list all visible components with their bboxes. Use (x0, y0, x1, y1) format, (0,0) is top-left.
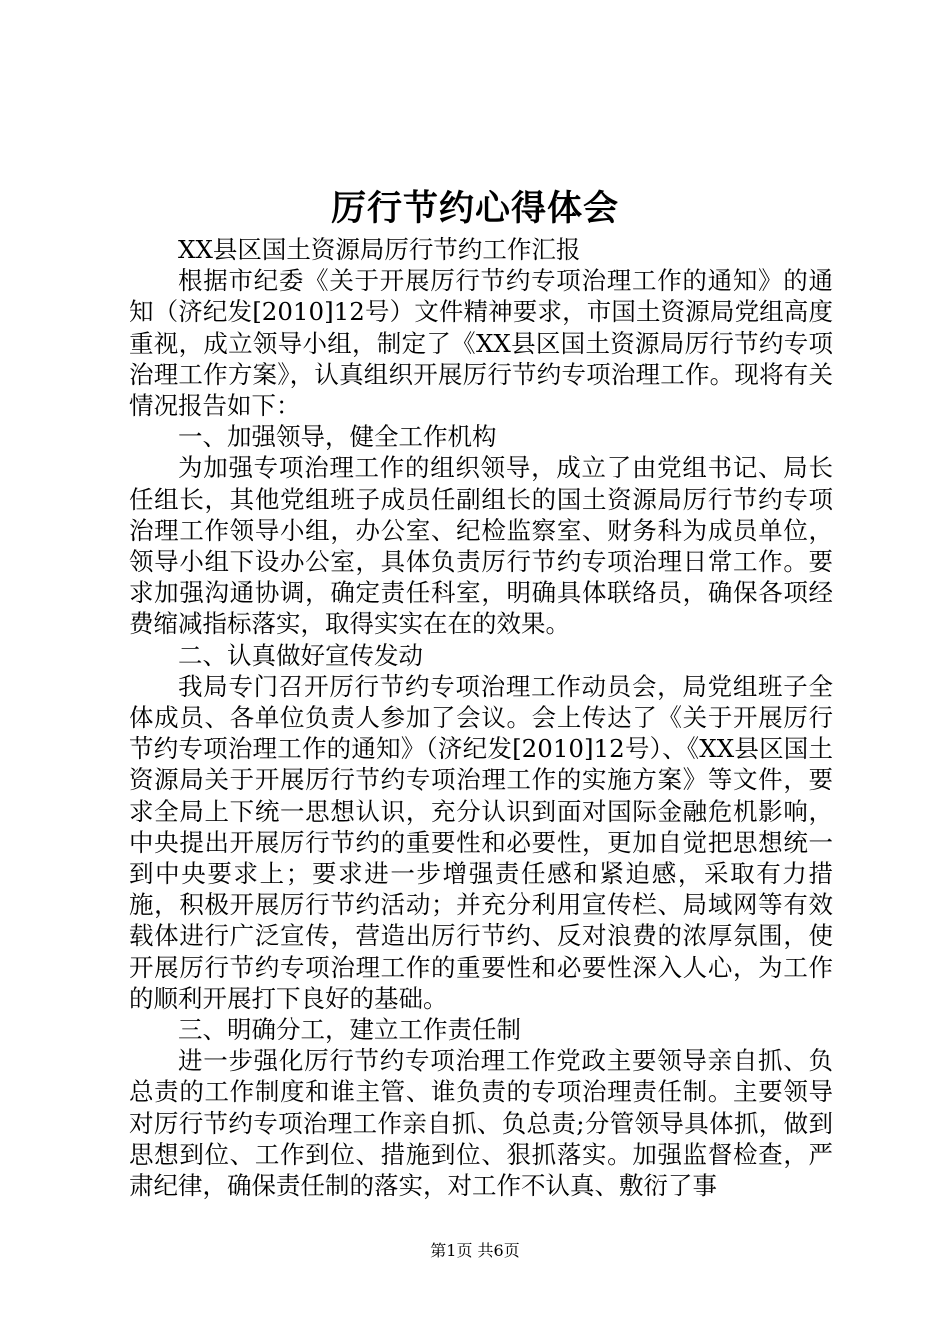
body-paragraph: 为加强专项治理工作的组织领导，成立了由党组书记、局长任组长，其他党组班子成员任副组长的国土资源局厉行节约专项治理工作领导小组，办公室、纪检监察室、财务科为成员单位，领导小组下设办公室，具体负责厉行节约专项治理日常工作。要求加强沟通协调，确定责任科室，明确具体联络员，确保各项经费缩减指标落实，取得实实在在的效果。 (129, 453, 833, 639)
body-paragraph: 进一步强化厉行节约专项治理工作党政主要领导亲自抓、负总责的工作制度和谁主管、谁负责的专项治理责任制。主要领导对厉行节约专项治理工作亲自抓、负总责;分管领导具体抓，做到思想到位、工作到位、措施到位、狠抓落实。加强监督检查，严肃纪律，确保责任制的落实，对工作不认真、敷衍了事 (129, 1046, 833, 1201)
section-heading: 一、加强领导，健全工作机构 (178, 422, 497, 452)
section-heading: 二、认真做好宣传发动 (178, 640, 423, 670)
report-subtitle: XX县区国土资源局厉行节约工作汇报 (178, 235, 581, 264)
page-title: 厉行节约心得体会 (330, 188, 619, 229)
body-paragraph: 我局专门召开厉行节约专项治理工作动员会，局党组班子全体成员、各单位负责人参加了会议。会上传达了《关于开展厉行节约专项治理工作的通知》（济纪发[2010]12号）、《XX县区国土资源局关于开展厉行节约专项治理工作的实施方案》等文件，要求全局上下统一思想认识，充分认识到面对国际金融危机影响，中央提出开展厉行节约的重要性和必要性，更加自觉把思想统一到中央要求上；要求进一步增强责任感和紧迫感，采取有力措施，积极开展厉行节约活动；并充分利用宣传栏、局域网等有效载体进行广泛宣传，营造出厉行节约、反对浪费的浓厚氛围，使开展厉行节约专项治理工作的重要性和必要性深入人心，为工作的顺利开展打下良好的基础。 (129, 671, 833, 1013)
page-number-footer: 第1页 共6页 (430, 1241, 520, 1260)
document-body (129, 234, 833, 1201)
section-heading: 三、明确分工，建立工作责任制 (178, 1015, 521, 1045)
body-paragraph: 根据市纪委《关于开展厉行节约专项治理工作的通知》的通知（济纪发[2010]12号）文件精神要求，市国土资源局党组高度重视，成立领导小组，制定了《XX县区国土资源局厉行节约专项治理工作方案》，认真组织开展厉行节约专项治理工作。现将有关情况报告如下： (129, 266, 833, 421)
